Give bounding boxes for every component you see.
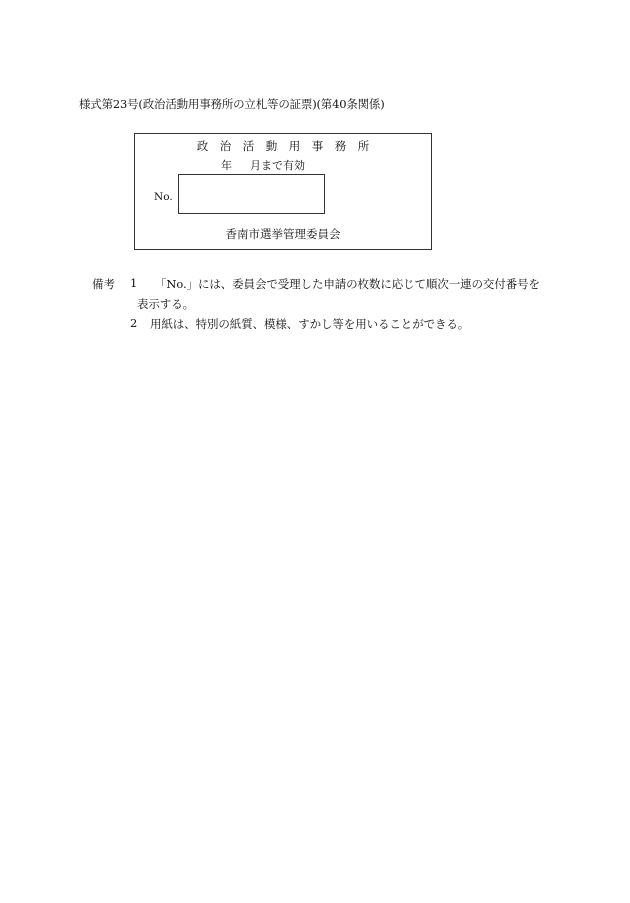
form-title: 様式第23号(政治活動用事務所の立札等の証票)(第40条関係)	[79, 97, 385, 111]
remarks-label: 備考	[92, 277, 115, 291]
validity-month-label: 月まで有効	[250, 159, 305, 172]
note-number: 1	[130, 276, 138, 290]
note-text-line: 表示する。	[137, 297, 194, 311]
validity-year-label: 年	[221, 159, 232, 172]
certificate-issuer: 香南市選挙管理委員会	[225, 227, 341, 241]
certificate-validity	[221, 157, 305, 173]
certificate-heading: 政 治 活 動 用 事 務 所	[196, 139, 370, 153]
note-text-line: 用紙は、特別の紙質、模様、すかし等を用いることができる。	[150, 317, 470, 331]
note-number: 2	[130, 316, 138, 330]
note-text-line: 「No.」には、委員会で受理した申請の枚数に応じて順次一連の交付番号を	[155, 277, 540, 291]
certificate-frame	[134, 133, 432, 250]
certificate-no-label: No.	[154, 191, 173, 203]
certificate-number-box	[178, 174, 325, 214]
